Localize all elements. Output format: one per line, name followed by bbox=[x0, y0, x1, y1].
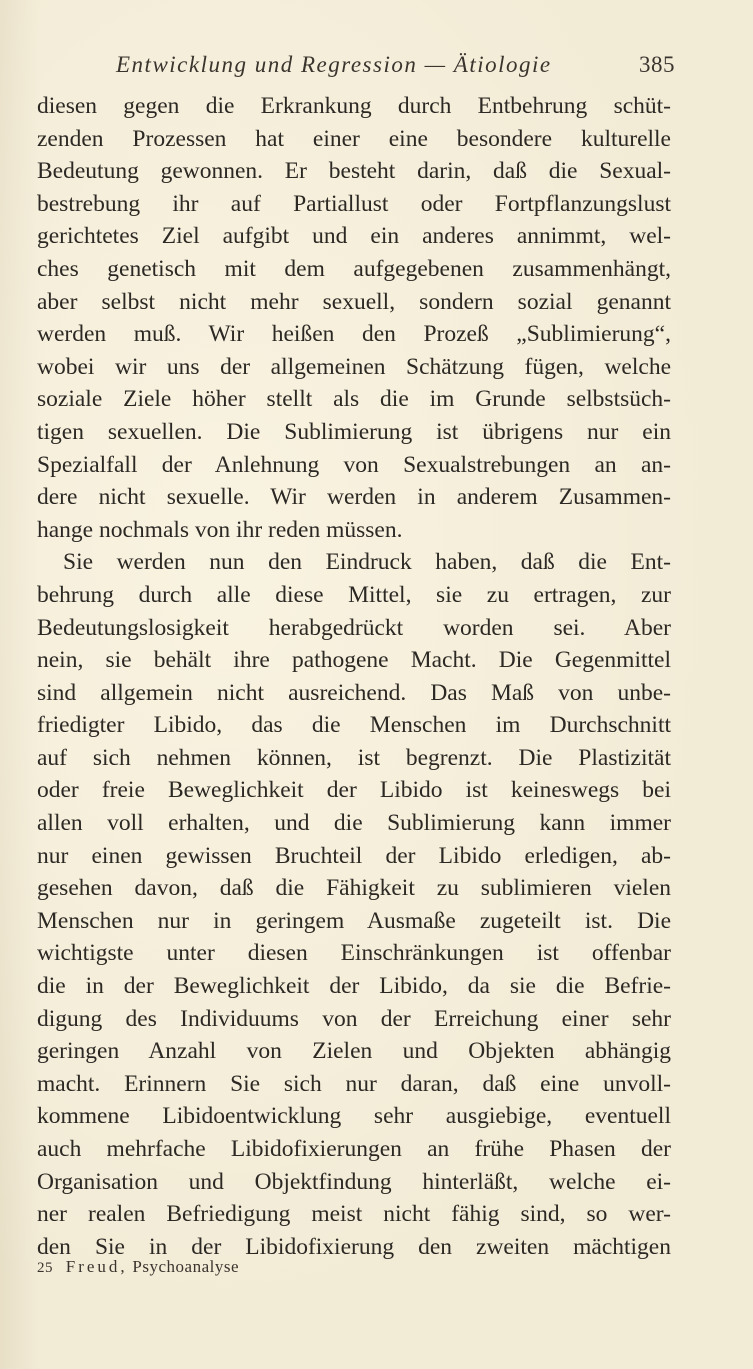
text-line: aber selbst nicht mehr sexuell, sondern sozial genannt bbox=[37, 288, 671, 315]
text-line: auch mehrfache Libidofixierungen an frühe Phasen der bbox=[37, 1136, 671, 1162]
text-line: bestrebung ihr auf Partiallust oder Fortpflanzungslust bbox=[37, 190, 671, 217]
text-line: Sie werden nun den Eindruck haben, daß die Ent- bbox=[63, 549, 671, 576]
text-line: sind allgemein nicht ausreichend. Das Maß von unbe- bbox=[37, 679, 671, 706]
text-line: macht. Erinnern Sie sich nur daran, daß eine unvoll- bbox=[37, 1070, 671, 1097]
text-line: den Sie in der Libidofixierung den zweiten mächtigen bbox=[37, 1233, 671, 1260]
text-line: oder freie Beweglichkeit der Libido ist keineswegs bei bbox=[37, 777, 671, 804]
text-line: tigen sexuellen. Die Sublimierung ist übrigens nur ein bbox=[37, 418, 671, 445]
text-line: Menschen nur in geringem Ausmaße zugeteilt ist. Die bbox=[37, 907, 671, 934]
text-line: Spezialfall der Anlehnung von Sexualstrebungen an an- bbox=[37, 451, 671, 478]
text-line: nur einen gewissen Bruchteil der Libido erledigen, ab- bbox=[37, 842, 671, 869]
text-line: dere nicht sexuelle. Wir werden in anderem Zusammen- bbox=[37, 484, 671, 511]
text-line: soziale Ziele höher stellt als die im Grunde selbstsüch- bbox=[37, 386, 671, 413]
running-title: Entwicklung und Regression — Ätiologie bbox=[116, 52, 552, 77]
footer-book-title: Psychoanalyse bbox=[132, 1257, 240, 1276]
text-line: wobei wir uns der allgemeinen Schätzung fügen, welche bbox=[37, 353, 671, 380]
footer-author: Freud, bbox=[65, 1257, 128, 1276]
body-text bbox=[37, 90, 671, 1263]
text-line: gerichtetes Ziel aufgibt und ein anderes annimmt, wel- bbox=[37, 223, 671, 250]
text-line: hange nochmals von ihr reden müssen. bbox=[37, 516, 403, 543]
signature-footer bbox=[37, 1257, 239, 1277]
text-line: die in der Beweglichkeit der Libido, da sie die Befrie- bbox=[37, 973, 671, 1000]
text-line: friedigter Libido, das die Menschen im Durchschnitt bbox=[37, 712, 671, 739]
text-line: nein, sie behält ihre pathogene Macht. Die Gegenmittel bbox=[37, 647, 671, 674]
printer-signature-mark: 25 bbox=[37, 1260, 53, 1276]
text-line: ner realen Befriedigung meist nicht fähig sind, so wer- bbox=[37, 1201, 671, 1228]
text-line: zenden Prozessen hat einer eine besondere kulturelle bbox=[37, 125, 671, 152]
paragraph-1 bbox=[37, 90, 671, 546]
text-line: wichtigste unter diesen Einschränkungen ist offenbar bbox=[37, 940, 671, 967]
text-line: werden muß. Wir heißen den Prozeß „Sublimierung“, bbox=[37, 321, 671, 348]
text-line: digung des Individuums von der Erreichung einer sehr bbox=[37, 1005, 671, 1032]
text-line: geringen Anzahl von Zielen und Objekten abhängig bbox=[37, 1038, 671, 1065]
paragraph-2 bbox=[37, 546, 671, 1263]
page-number: 385 bbox=[639, 52, 675, 77]
text-line: Bedeutungslosigkeit herabgedrückt worden sei. Aber bbox=[37, 614, 671, 641]
text-line: auf sich nehmen können, ist begrenzt. Die Plastizität bbox=[37, 744, 671, 771]
running-header bbox=[116, 52, 675, 84]
text-line: diesen gegen die Erkrankung durch Entbehrung schüt- bbox=[37, 93, 671, 119]
text-line: ches genetisch mit dem aufgegebenen zusammenhängt, bbox=[37, 255, 671, 282]
text-line: Bedeutung gewonnen. Er besteht darin, daß die Sexual- bbox=[37, 158, 671, 185]
text-line: Organisation und Objektfindung hinterläßt, welche ei- bbox=[37, 1168, 671, 1195]
text-line: behrung durch alle diese Mittel, sie zu ertragen, zur bbox=[37, 581, 671, 608]
text-line: allen voll erhalten, und die Sublimierung kann immer bbox=[37, 810, 671, 837]
text-line: kommene Libidoentwicklung sehr ausgiebige, eventuell bbox=[37, 1103, 671, 1130]
text-line: gesehen davon, daß die Fähigkeit zu sublimieren vielen bbox=[37, 875, 671, 902]
